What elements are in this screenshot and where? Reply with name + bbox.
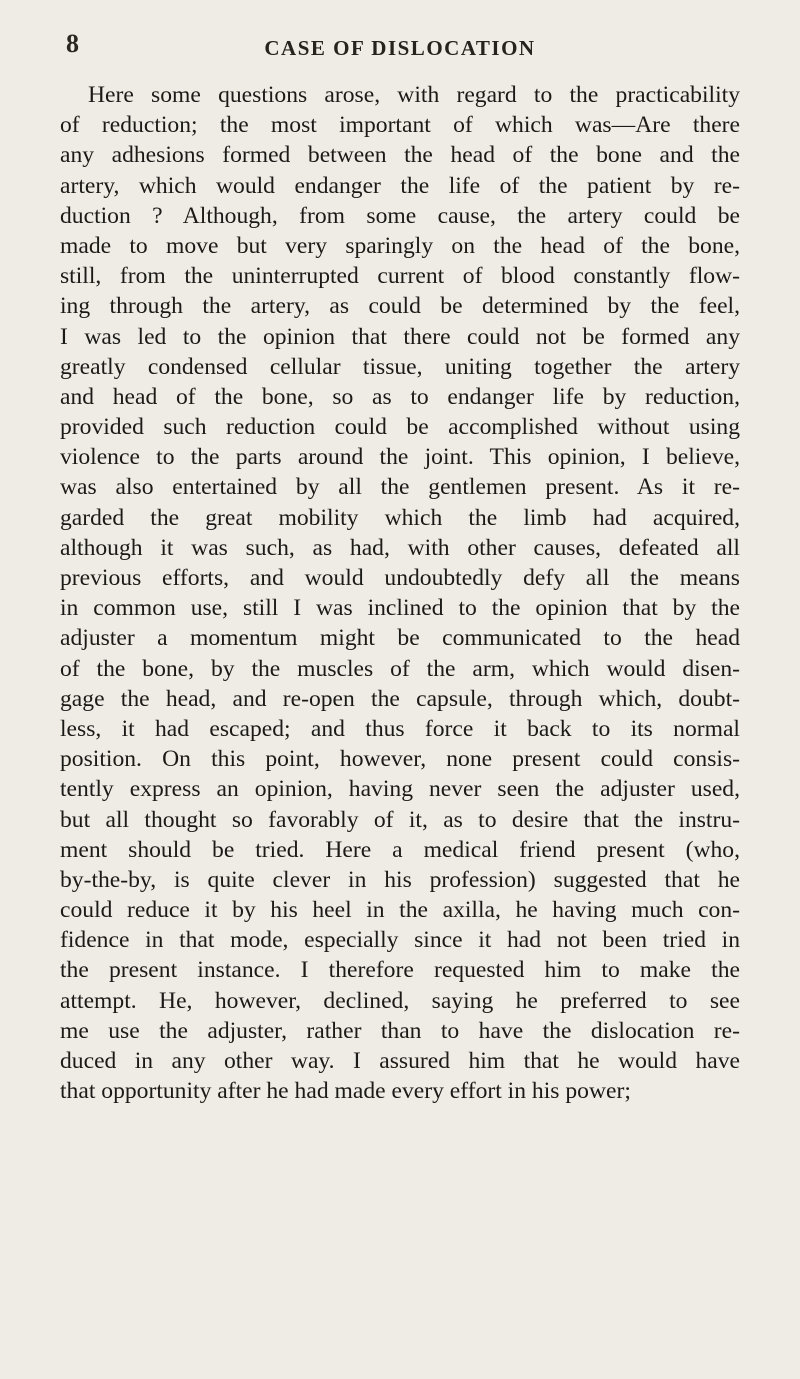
text-line: ing through the artery, as could be determined by the feel, — [60, 293, 740, 320]
text-line: less, it had escaped; and thus force it back to its normal — [60, 715, 740, 742]
text-line: duction ? Although, from some cause, the artery could be — [60, 202, 740, 229]
text-line: of reduction; the most important of which was—Are there — [60, 112, 740, 139]
text-line: provided such reduction could be accomplished without using — [60, 414, 740, 441]
text-line: adjuster a momentum might be communicated to the head — [60, 625, 740, 652]
text-line: tently express an opinion, having never seen the adjuster used, — [60, 776, 740, 803]
text-line: fidence in that mode, especially since it had not been tried in — [60, 927, 740, 954]
text-line: I was led to the opinion that there could not be formed any — [60, 323, 740, 350]
running-title: CASE OF DISLOCATION — [264, 36, 536, 60]
text-line: violence to the parts around the joint. This opinion, I believe, — [60, 444, 740, 471]
text-line: garded the great mobility which the limb had acquired, — [60, 504, 740, 531]
text-line: previous efforts, and would undoubtedly defy all the means — [60, 565, 740, 591]
text-line: in common use, still I was inclined to the opinion that by the — [60, 595, 740, 622]
text-line: greatly condensed cellular tissue, uniting together the artery — [60, 353, 740, 380]
running-head — [60, 30, 740, 64]
text-line: could reduce it by his heel in the axilla, he having much con- — [60, 897, 740, 924]
body-paragraph — [60, 80, 740, 1106]
text-line: was also entertained by all the gentlemen present. As it re- — [60, 474, 740, 501]
text-line: attempt. He, however, declined, saying he preferred to see — [60, 987, 740, 1014]
text-line: artery, which would endanger the life of the patient by re- — [60, 172, 740, 199]
text-line: me use the adjuster, rather than to have the dislocation re- — [60, 1017, 740, 1044]
text-line: made to move but very sparingly on the head of the bone, — [60, 232, 740, 259]
text-line: but all thought so favorably of it, as to desire that the instru- — [60, 806, 740, 833]
text-line: and head of the bone, so as to endanger life by reduction, — [60, 383, 740, 410]
text-line: duced in any other way. I assured him that he would have — [60, 1048, 740, 1074]
text-line: still, from the uninterrupted current of blood constantly flow- — [60, 263, 740, 290]
text-line: gage the head, and re-open the capsule, through which, doubt- — [60, 685, 740, 712]
text-line: that opportunity after he had made every effort in his power; — [60, 1078, 631, 1105]
text-line: by-the-by, is quite clever in his profession) suggested that he — [60, 866, 740, 893]
text-line: the present instance. I therefore requested him to make the — [60, 957, 740, 984]
text-line: of the bone, by the muscles of the arm, which would disen- — [60, 655, 740, 682]
text-line: any adhesions formed between the head of the bone and the — [60, 142, 740, 169]
text-line: position. On this point, however, none present could consis- — [60, 746, 740, 773]
text-line: ment should be tried. Here a medical friend present (who, — [60, 836, 740, 863]
page-number: 8 — [66, 29, 79, 58]
text-line: Here some questions arose, with regard to the practicability — [88, 82, 740, 108]
text-line: although it was such, as had, with other causes, defeated all — [60, 534, 740, 561]
